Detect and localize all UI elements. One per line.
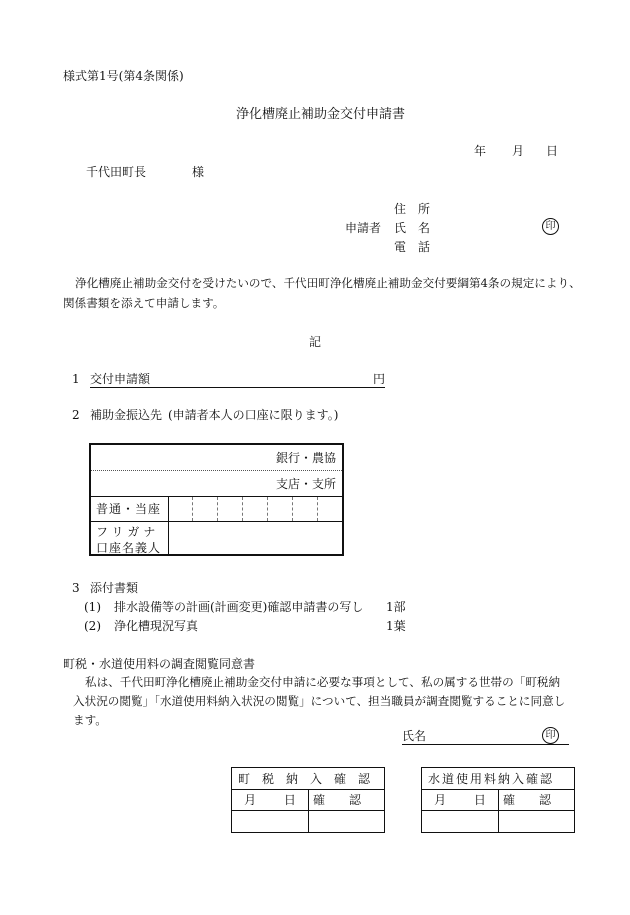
account-holder-row: [91, 522, 342, 554]
item2-number: 2: [72, 408, 80, 422]
holder-label: 口座名義人: [96, 541, 162, 555]
attachment-2-number: (2): [84, 619, 101, 633]
body-text-line-2: 関係書類を添えて申請します。: [63, 296, 225, 310]
consent-seal-mark: 印: [542, 727, 559, 744]
attachment-1-number: (1): [84, 600, 101, 614]
water-check-date-field[interactable]: [422, 811, 499, 833]
date-month-label: 月: [512, 144, 525, 158]
account-type-label: 普通・当座: [96, 502, 162, 516]
bank-label: 銀行・農協: [275, 451, 336, 465]
account-number-row: [91, 497, 342, 521]
attachment-2-name: 浄化槽現況写真: [114, 619, 199, 633]
consent-signature-line[interactable]: [402, 730, 569, 745]
tax-check-date-field[interactable]: [232, 811, 309, 833]
water-check-title: 水道使用料納入確認: [422, 768, 575, 790]
applicant-phone-label: 電 話: [394, 240, 431, 254]
applicant-label: 申請者: [345, 221, 382, 235]
account-number-field[interactable]: [169, 497, 342, 521]
water-check-confirm-field[interactable]: [499, 811, 575, 833]
bank-name-row[interactable]: [91, 445, 342, 470]
ki-heading: 記: [309, 335, 322, 349]
addressee-honorific: 様: [192, 165, 205, 179]
consent-line-2: 入状況の閲覧」「水道使用料納入状況の閲覧」について、担当職員が調査閲覧することに同意し: [73, 694, 566, 708]
item1-amount-line[interactable]: [90, 373, 385, 388]
item3-number: 3: [72, 581, 80, 595]
item2-note: (申請者本人の口座に限ります。): [168, 408, 339, 422]
form-number: 様式第1号(第4条関係): [63, 69, 184, 83]
item2-label: 補助金振込先: [90, 408, 163, 422]
date-year-label: 年: [474, 144, 487, 158]
tax-check-confirm-label: 確 認: [309, 790, 385, 811]
tax-check-title: 町 税 納 入 確 認: [232, 768, 385, 790]
applicant-address-label: 住 所: [394, 202, 431, 216]
water-check-table: [421, 767, 575, 833]
account-holder-field[interactable]: [169, 522, 342, 554]
tax-check-month: 月: [244, 793, 257, 807]
tax-check-day: 日: [283, 793, 296, 807]
consent-line-3: ます。: [73, 713, 107, 727]
bank-account-table: [89, 443, 344, 556]
item3-label: 添付書類: [90, 581, 139, 595]
water-check-month: 月: [434, 793, 447, 807]
attachment-1-name: 排水設備等の計画(計画変更)確認申請書の写し: [114, 600, 364, 614]
attachment-2-qty: 1葉: [386, 619, 406, 633]
applicant-seal-mark: 印: [542, 218, 559, 235]
body-text-line-1: 浄化槽廃止補助金交付を受けたいので、千代田町浄化槽廃止補助金交付要綱第4条の規定により、: [75, 276, 581, 290]
water-check-date-label: [422, 790, 499, 811]
branch-label: 支店・支所: [275, 477, 336, 491]
tax-check-date-label: [232, 790, 309, 811]
document-title: 浄化槽廃止補助金交付申請書: [236, 107, 406, 122]
consent-heading: 町税・水道使用料の調査閲覧同意書: [63, 657, 256, 671]
tax-check-confirm-field[interactable]: [309, 811, 385, 833]
attachment-1-qty: 1部: [386, 600, 406, 614]
item1-label: 交付申請額: [90, 372, 151, 386]
consent-name-label: 氏名: [402, 729, 427, 743]
water-check-confirm-label: 確 認: [499, 790, 575, 811]
date-day-label: 日: [546, 144, 559, 158]
tax-check-table: [231, 767, 385, 833]
item1-number: 1: [72, 372, 80, 386]
branch-name-row[interactable]: [91, 471, 342, 496]
consent-line-1: 私は、千代田町浄化槽廃止補助金交付申請に必要な事項として、私の属する世帯の「町税納: [85, 675, 561, 689]
furigana-label: フリガナ: [96, 525, 160, 539]
addressee-mayor: 千代田町長: [86, 165, 147, 179]
water-check-day: 日: [473, 793, 486, 807]
item1-unit: 円: [372, 372, 385, 386]
applicant-name-label: 氏 名: [394, 221, 431, 235]
